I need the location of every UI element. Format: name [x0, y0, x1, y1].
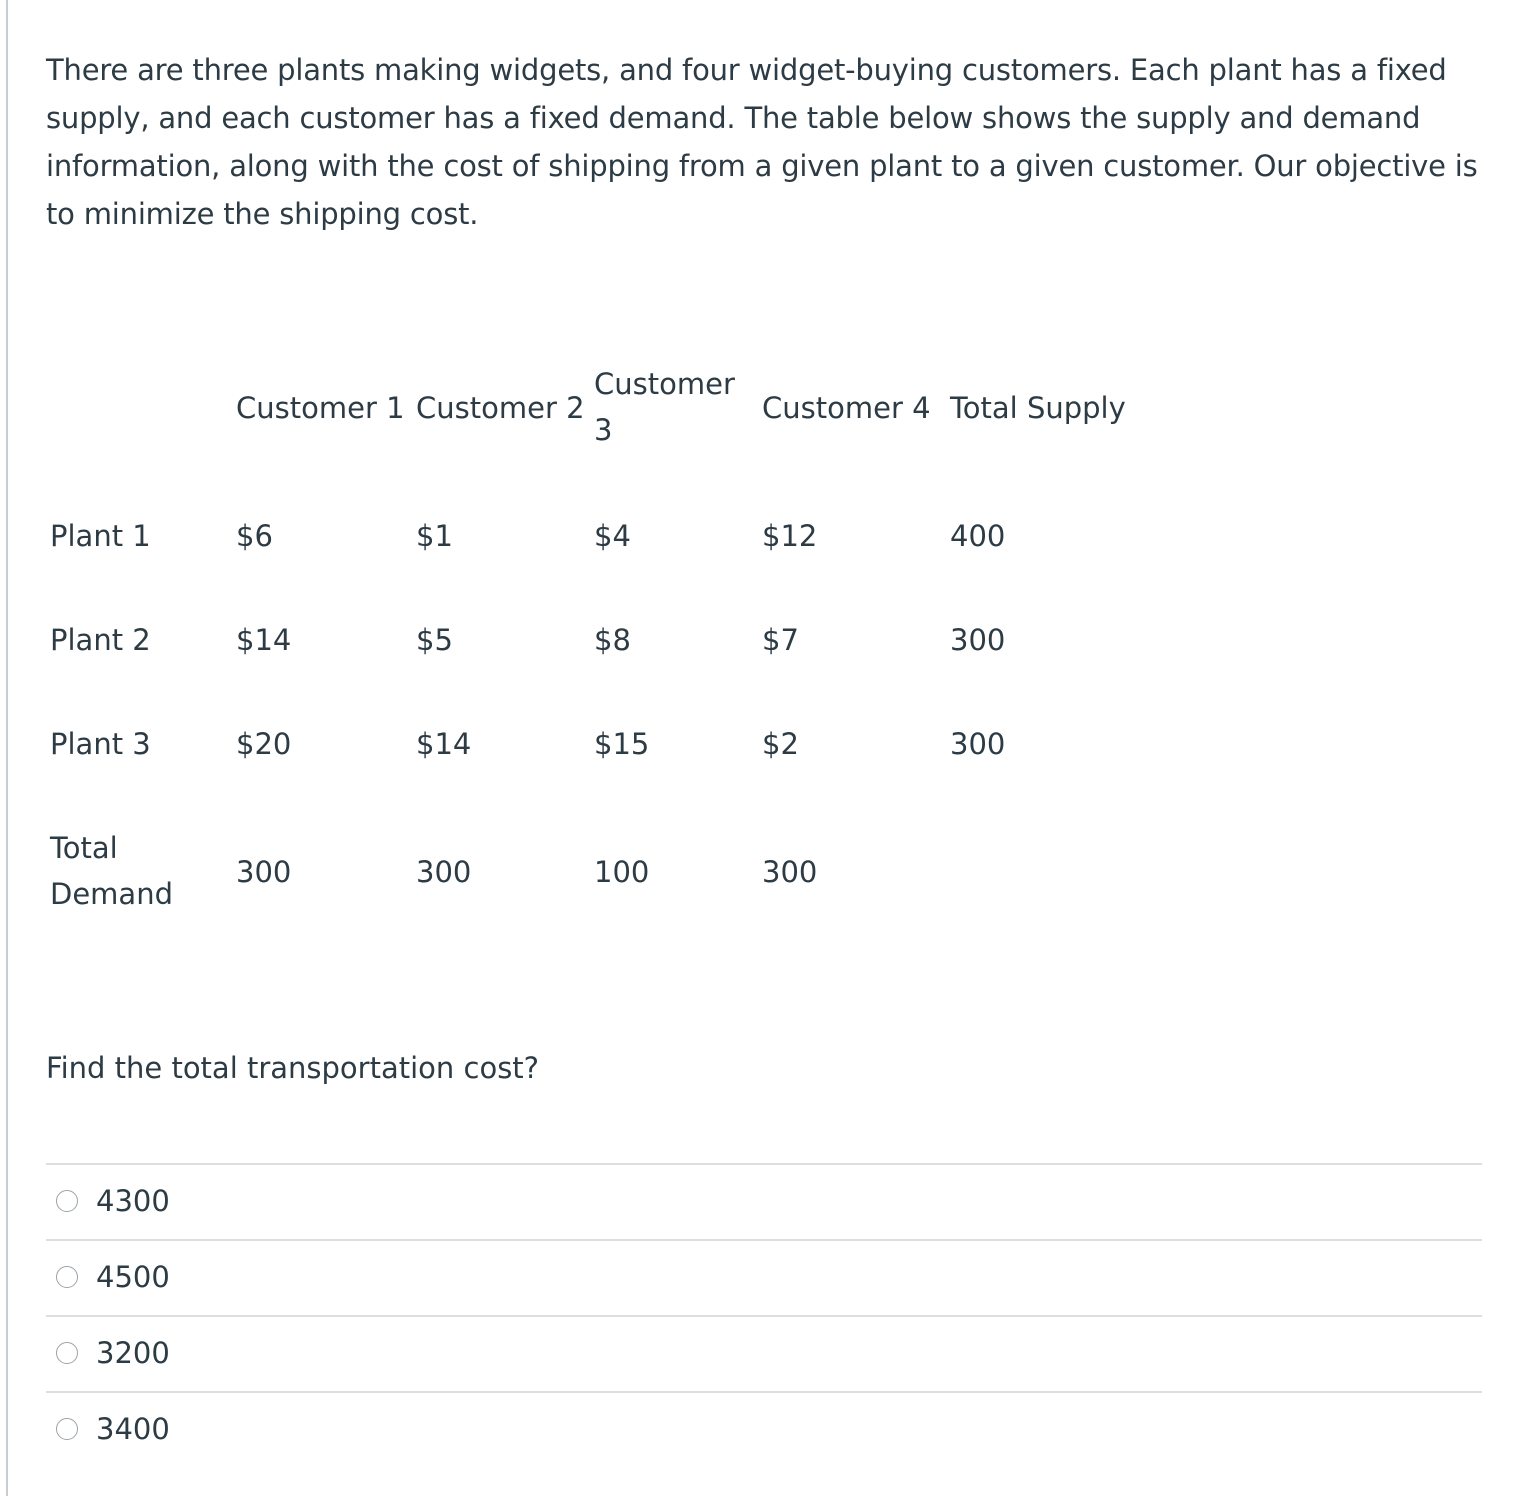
table-cell-demand: 300: [416, 855, 472, 889]
table-cell: $14: [236, 623, 292, 657]
row-label-plant-3: Plant 3: [50, 727, 151, 761]
table-cell: $1: [416, 519, 453, 553]
radio-button[interactable]: [56, 1266, 78, 1288]
table-cell-demand: 100: [594, 855, 650, 889]
table-cell: $14: [416, 727, 472, 761]
header-total-supply: Total Supply: [950, 391, 1126, 425]
table-cell: $2: [762, 727, 799, 761]
table-cell-supply: 300: [950, 727, 1006, 761]
row-label-plant-2: Plant 2: [50, 623, 151, 657]
table-cell-supply: 300: [950, 623, 1006, 657]
row-label-total-demand: Total Demand: [50, 831, 173, 911]
table-cell: $4: [594, 519, 631, 553]
table-cell: $7: [762, 623, 799, 657]
answer-option[interactable]: [46, 1239, 1482, 1315]
table-cell: $5: [416, 623, 453, 657]
answer-label[interactable]: 4500: [96, 1260, 170, 1294]
answer-label[interactable]: 3400: [96, 1412, 170, 1446]
table-cell-demand: 300: [236, 855, 292, 889]
radio-button[interactable]: [56, 1342, 78, 1364]
row-label-plant-1: Plant 1: [50, 519, 151, 553]
table-cell: $8: [594, 623, 631, 657]
header-customer-3: Customer 3: [594, 367, 735, 447]
answer-label[interactable]: 3200: [96, 1336, 170, 1370]
radio-button[interactable]: [56, 1418, 78, 1440]
answer-options: [46, 1163, 1482, 1467]
table-cell: $6: [236, 519, 273, 553]
table-cell-supply: 400: [950, 519, 1006, 553]
question-prompt: Find the total transportation cost?: [46, 1051, 540, 1085]
radio-button[interactable]: [56, 1190, 78, 1212]
header-customer-4: Customer 4: [762, 391, 931, 425]
header-customer-1: Customer 1: [236, 391, 405, 425]
table-cell-demand: 300: [762, 855, 818, 889]
table-cell: $12: [762, 519, 818, 553]
question-text: There are three plants making widgets, and four widget-buying customers. Each plant has a fixed supply, and each customer has a fixed demand. The table below shows the supply and demand information, along with the cost of shipping from a given plant to a given customer. Our objective is to minimize the shipping cost.: [46, 53, 1478, 231]
table-cell: $20: [236, 727, 292, 761]
header-customer-2: Customer 2: [416, 391, 585, 425]
left-border: [6, 0, 8, 1496]
answer-option[interactable]: [46, 1163, 1482, 1239]
table-cell: $15: [594, 727, 650, 761]
answer-option[interactable]: [46, 1391, 1482, 1467]
answer-option[interactable]: [46, 1315, 1482, 1391]
answer-label[interactable]: 4300: [96, 1184, 170, 1218]
